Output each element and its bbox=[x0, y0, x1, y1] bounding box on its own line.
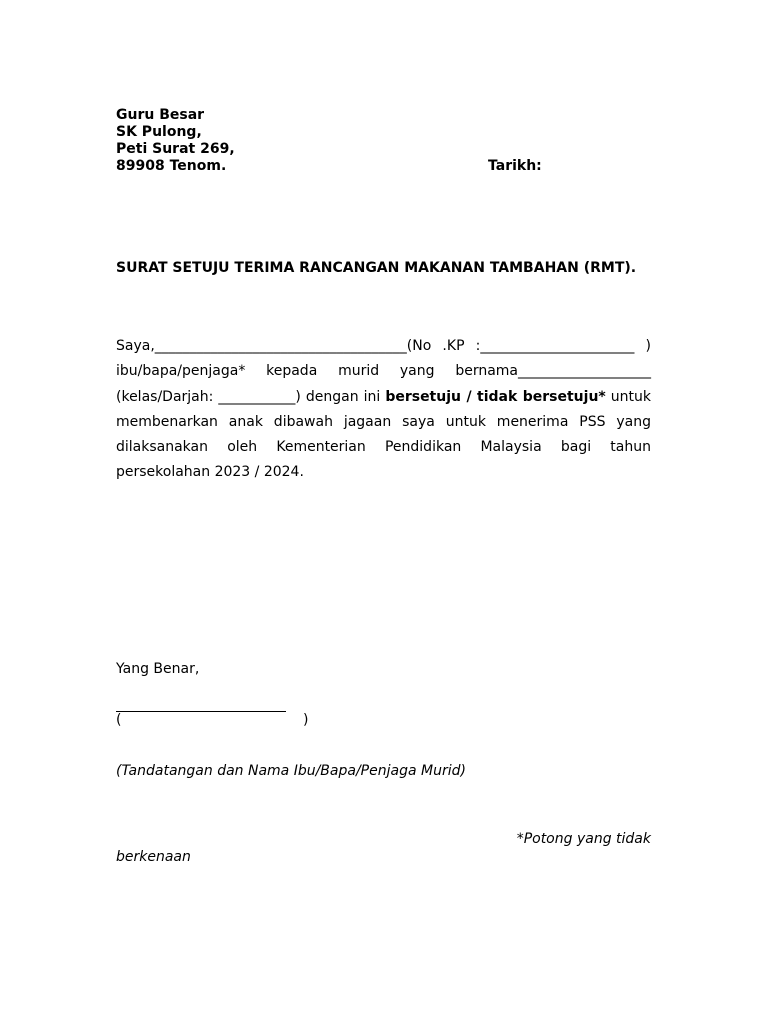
body-text-part-1: Saya,____________________________________(No .KP :______________________ ) ibu/bapa/penjaga* kepada murid yang bernama___________________ (kelas/Darjah: ___________) dengan ini bbox=[116, 338, 651, 405]
closing-salutation: Yang Benar, bbox=[116, 661, 200, 677]
footnote-line-1: *Potong yang tidak bbox=[516, 831, 651, 847]
address-line-2: SK Pulong, bbox=[116, 124, 202, 140]
date-label: Tarikh: bbox=[488, 158, 542, 174]
address-line-1: Guru Besar bbox=[116, 107, 205, 123]
body-text-part-2: untuk membenarkan anak dibawah jagaan saya untuk menerima PSS yang dilaksanakan oleh Kementerian Pendidikan Malaysia bagi tahun persekolahan 2023 / 2024. bbox=[116, 388, 651, 481]
signature-line bbox=[116, 711, 286, 712]
signature-caption: (Tandatangan dan Nama Ibu/Bapa/Penjaga Murid) bbox=[116, 763, 466, 779]
signature-close-paren: ) bbox=[303, 712, 309, 728]
footnote bbox=[116, 829, 651, 867]
address-line-4: 89908 Tenom. bbox=[116, 158, 227, 174]
body-consent-options: bersetuju / tidak bersetuju* bbox=[385, 388, 606, 405]
address-line-3: Peti Surat 269, bbox=[116, 141, 235, 157]
recipient-address bbox=[116, 107, 235, 175]
letter-body bbox=[116, 334, 651, 486]
signature-open-paren: ( bbox=[116, 712, 122, 728]
footnote-line-2: berkenaan bbox=[116, 849, 191, 865]
letter-subject: SURAT SETUJU TERIMA RANCANGAN MAKANAN TAMBAHAN (RMT). bbox=[116, 260, 637, 276]
